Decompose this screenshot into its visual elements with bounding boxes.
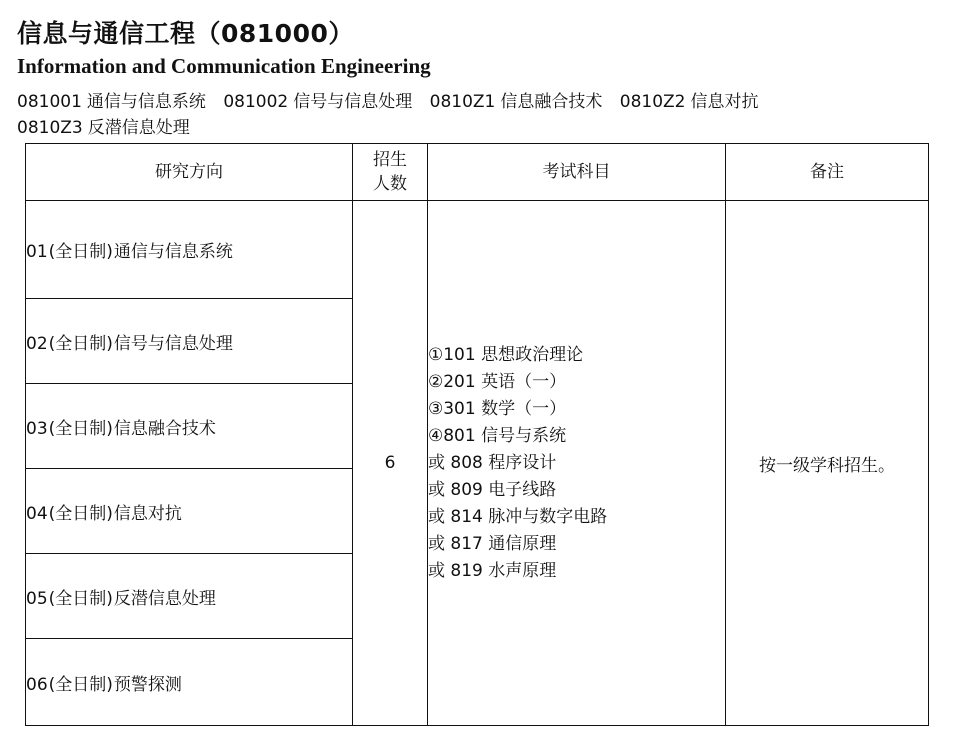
direction-name: 通信与信息系统 [113, 242, 233, 262]
major-name: 反潜信息处理 [87, 118, 190, 138]
enroll-count-cell: 6 [353, 201, 428, 726]
direction-cell [26, 639, 353, 726]
major-code: 0810Z1 [429, 92, 496, 112]
direction-cell [26, 201, 353, 299]
direction-mode: (全日制) [48, 242, 113, 262]
header-note: 备注 [726, 144, 929, 201]
direction-code: 01 [26, 242, 48, 262]
direction-cell [26, 554, 353, 639]
table-row [26, 201, 929, 299]
exam-subject: ①101 思想政治理论 [428, 344, 584, 365]
header-enroll-count [353, 144, 428, 201]
direction-mode: (全日制) [48, 588, 113, 609]
exam-subject: 或 817 通信原理 [428, 533, 557, 554]
direction-mode: (全日制) [48, 333, 113, 354]
major-code: 0810Z3 [17, 118, 83, 138]
major-item [430, 89, 603, 115]
exam-subject: 或 819 水声原理 [428, 560, 557, 581]
exam-subject: 或 814 脉冲与数字电路 [428, 506, 608, 527]
exam-subject: ③301 数学（一） [428, 398, 567, 419]
page-title: 信息与通信工程（081000） [17, 19, 354, 48]
major-item [17, 89, 206, 115]
major-code: 081002 [223, 92, 289, 112]
major-name: 信息融合技术 [500, 92, 603, 112]
direction-code: 06 [26, 674, 48, 695]
exam-subject: 或 809 电子线路 [428, 479, 557, 500]
direction-name: 信息对抗 [113, 503, 182, 524]
table-header-row [26, 144, 929, 201]
direction-cell [26, 384, 353, 469]
direction-mode: (全日制) [48, 674, 113, 695]
major-list [17, 89, 917, 141]
direction-cell [26, 299, 353, 384]
direction-cell [26, 469, 353, 554]
direction-code: 03 [26, 418, 48, 439]
direction-code: 05 [26, 588, 48, 609]
direction-code: 04 [26, 503, 48, 524]
direction-name: 反潜信息处理 [113, 588, 216, 609]
major-code: 081001 [17, 92, 82, 112]
note-cell: 按一级学科招生。 [726, 201, 929, 726]
exam-subject: ②201 英语（一） [428, 371, 567, 392]
direction-name: 信号与信息处理 [113, 333, 233, 354]
major-item [620, 89, 759, 115]
exam-subject: ④801 信号与系统 [428, 425, 567, 446]
direction-name: 预警探测 [113, 674, 182, 695]
direction-mode: (全日制) [48, 503, 113, 524]
major-code: 0810Z2 [619, 92, 686, 112]
header-direction: 研究方向 [26, 144, 353, 201]
major-name: 信号与信息处理 [293, 92, 413, 112]
direction-mode: (全日制) [48, 418, 113, 439]
header-enroll-line1: 招生 [373, 150, 407, 170]
header-enroll-line2: 人数 [373, 174, 407, 194]
major-item [223, 89, 412, 115]
major-name: 信息对抗 [690, 92, 759, 112]
exam-subject: 或 808 程序设计 [428, 452, 557, 473]
page-subtitle-english: Information and Communication Engineering [17, 54, 431, 78]
exam-subjects-cell [428, 201, 726, 726]
direction-code: 02 [26, 333, 48, 354]
enrollment-table [25, 143, 929, 726]
direction-name: 信息融合技术 [113, 418, 216, 439]
header-exam-subjects: 考试科目 [428, 144, 726, 201]
major-name: 通信与信息系统 [86, 92, 206, 112]
major-item [17, 115, 190, 141]
